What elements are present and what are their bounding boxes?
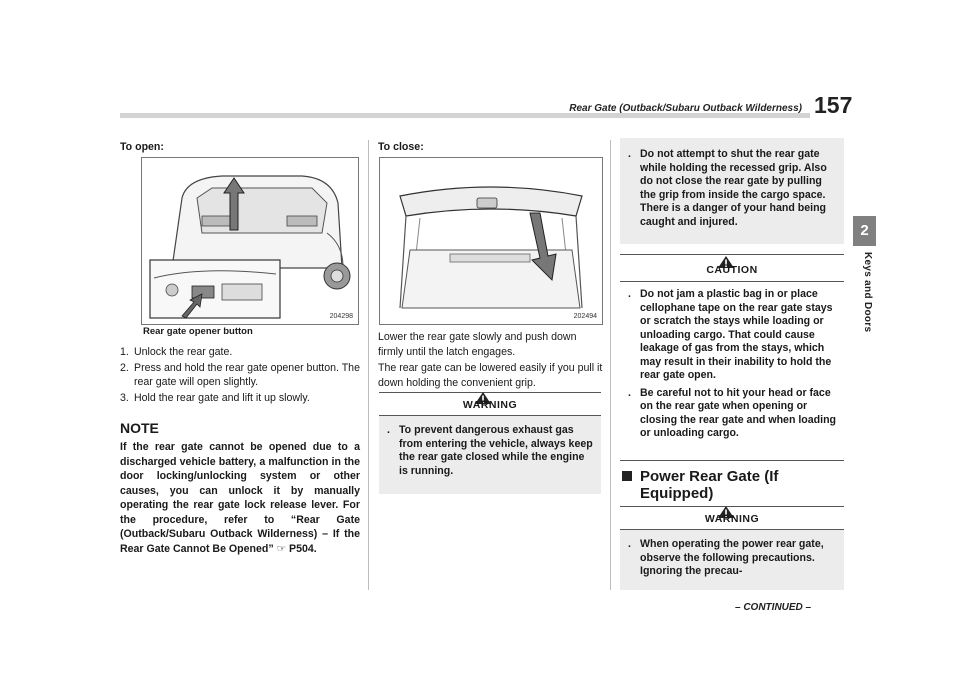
list-item [620, 387, 844, 441]
warning-banner-power-gate [620, 506, 844, 530]
list-item [620, 538, 844, 579]
list-item [120, 345, 360, 360]
bullet-dot: . [628, 538, 631, 550]
list-item [379, 424, 601, 478]
bullet-dot: . [628, 288, 631, 300]
chapter-tab: 2 [853, 216, 876, 246]
step-number: 2. [120, 361, 129, 374]
to-open-heading: To open: [120, 141, 164, 153]
step-number: 1. [120, 346, 129, 358]
warning-text: When operating the power rear gate, observe the following precautions. Ignoring the precau- [640, 538, 824, 577]
caution-box [620, 284, 844, 461]
bullet-dot: . [387, 424, 390, 436]
warning-label: WARNING [704, 513, 760, 525]
note-text: If the rear gate cannot be opened due to a discharged vehicle battery, a malfunction in the door locking/unlocking system or other causes, you can unlock it by manually operating the rear gate lock release lever. For the procedure, refer to “Rear Gate (Outback/Subaru Outback Wilderness) – If the Rear Gate Cannot Be Opened” ☞ P504. [120, 441, 360, 555]
figure-caption: Rear gate opener button [143, 326, 253, 337]
warning-text: Do not attempt to shut the rear gate while holding the recessed grip. Also do not close the rear gate by pulling the grip from inside the cargo space. There is a danger of your hand being caught and injured. [640, 148, 827, 228]
column-divider [610, 140, 611, 590]
figure-rear-gate-open [141, 157, 359, 325]
chapter-tab-label: Keys and Doors [862, 252, 873, 333]
caution-label: CAUTION [706, 264, 758, 276]
step-number: 3. [120, 391, 129, 404]
close-para-2: The rear gate can be lowered easily if you pull it down holding the convenient grip. [378, 362, 603, 389]
rear-gate-opener-illustration [142, 158, 358, 324]
warning-box-continued [620, 138, 844, 244]
list-item [620, 288, 844, 383]
bullet-dot: . [628, 386, 631, 399]
bullet-dot: . [628, 148, 631, 160]
section-title [622, 468, 855, 502]
continued-footer: – CONTINUED – [735, 602, 812, 613]
figure-rear-gate-close [379, 157, 603, 325]
list-item [620, 148, 844, 229]
to-close-heading: To close: [378, 141, 424, 153]
warning-banner [379, 392, 601, 416]
note-heading: NOTE [120, 420, 159, 436]
caution-banner [620, 254, 844, 282]
list-item [120, 391, 360, 406]
section-title-text: Power Rear Gate (If Equipped) [640, 468, 779, 502]
warning-box-power-gate [620, 530, 844, 590]
warning-text: To prevent dangerous exhaust gas from entering the vehicle, always keep the rear gate closed while the engine is running. [399, 424, 593, 477]
open-steps-list [120, 345, 360, 405]
section-marker-icon [622, 471, 632, 481]
warning-box [379, 416, 601, 494]
list-item [120, 361, 360, 390]
caution-text: Be careful not to hit your head or face on the rear gate when opening or closing the rear gate and when loading or unloading cargo. [640, 386, 837, 439]
step-text: Hold the rear gate and lift it up slowly. [134, 391, 310, 404]
figure-code: 202494 [573, 313, 597, 320]
page-number: 157 [814, 92, 853, 118]
caution-text: Do not jam a plastic bag in or place cellophane tape on the rear gate stays or scratch the stays while loading or unloading cargo. That could cause leakage of gas from the stays, which may result in their inability to hold the rear gate open. [640, 288, 833, 381]
warning-label: WARNING [462, 399, 518, 411]
step-text: Press and hold the rear gate opener button. The rear gate will open slightly. [134, 361, 360, 388]
rear-gate-close-illustration [380, 158, 602, 324]
figure-code: 204298 [329, 313, 353, 320]
running-header-title: Rear Gate (Outback/Subaru Outback Wilderness) [569, 103, 802, 114]
column-divider [368, 140, 369, 590]
step-text: Unlock the rear gate. [134, 346, 233, 358]
close-para-1: Lower the rear gate slowly and push down firmly until the latch engages. [378, 331, 577, 358]
